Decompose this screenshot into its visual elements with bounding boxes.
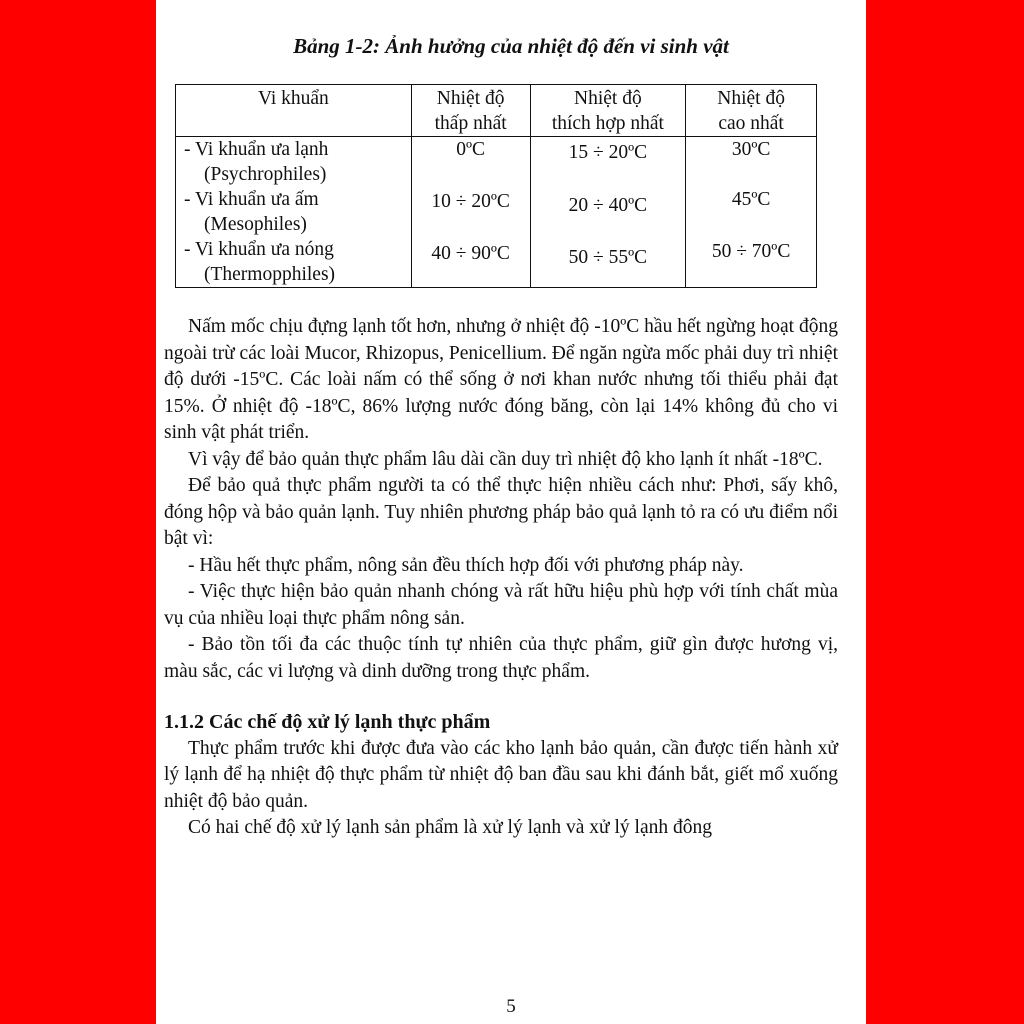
bullet-item: - Bảo tồn tối đa các thuộc tính tự nhiên của thực phẩm, giữ gìn được hương vị, màu sắc, các vi lượng và dinh dưỡng trong thực phẩm. (164, 634, 838, 682)
min-temp-cell: 0ºC (411, 137, 530, 188)
paragraph: Để bảo quả thực phẩm người ta có thể thực hiện nhiều cách như: Phơi, sấy khô, đóng hộp và bảo quản lạnh. Tuy nhiên phương pháp bảo quả lạnh tỏ ra có ưu điểm nổi bật vì: (164, 475, 838, 549)
table-row (176, 137, 817, 188)
max-temp-cell: 30ºC (686, 137, 817, 188)
section-heading: 1.1.2 Các chế độ xử lý lạnh thực phẩm (164, 711, 491, 733)
table-row (176, 237, 817, 288)
header-max-temp: Nhiệt độ cao nhất (686, 85, 817, 137)
paragraph: Vì vậy để bảo quản thực phẩm lâu dài cần duy trì nhiệt độ kho lạnh ít nhất -18ºC. (188, 448, 823, 470)
min-temp-cell: 40 ÷ 90ºC (411, 237, 530, 288)
paragraph: Thực phẩm trước khi được đưa vào các kho lạnh bảo quản, cần được tiến hành xử lý lạnh để hạ nhiệt độ thực phẩm từ nhiệt độ ban đầu sau khi đánh bắt, giết mổ xuống nhiệt độ bảo quản. (164, 737, 838, 812)
bacteria-name: - Vi khuẩn ưa lạnh (Psychrophiles) (176, 137, 412, 188)
header-bacteria: Vi khuẩn (176, 85, 412, 137)
max-temp-cell: 45ºC (686, 187, 817, 237)
paragraph: Nấm mốc chịu đựng lạnh tốt hơn, nhưng ở nhiệt độ -10ºC hầu hết ngừng hoạt động ngoài trừ các loài Mucor, Rhizopus, Penicellium. Để ngăn ngừa mốc phải duy trì nhiệt độ dưới -15ºC. Các loài nấm có thể sống ở nơi khan nước nhưng tối thiểu phải đạt 15%. Ở nhiệt độ -18ºC, 86% lượng nước đóng băng, còn lại 14% không đủ cho vi sinh vật phát triển. (164, 316, 838, 443)
table-header-row (176, 85, 817, 137)
max-temp-cell: 50 ÷ 70ºC (686, 237, 817, 288)
page-number: 5 (506, 996, 516, 1017)
header-opt-temp: Nhiệt độ thích hợp nhất (530, 85, 686, 137)
document-page (156, 0, 866, 1024)
bacteria-name: - Vi khuẩn ưa ấm (Mesophiles) (176, 187, 412, 237)
opt-temp-cell: 20 ÷ 40ºC (530, 187, 686, 237)
bacteria-name: - Vi khuẩn ưa nóng (Thermopphiles) (176, 237, 412, 288)
min-temp-cell: 10 ÷ 20ºC (411, 187, 530, 237)
body-text (164, 314, 838, 842)
opt-temp-cell: 15 ÷ 20ºC (530, 137, 686, 188)
header-min-temp: Nhiệt độ thấp nhất (411, 85, 530, 137)
bullet-item: - Hầu hết thực phẩm, nông sản đều thích hợp đối với phương pháp này. (188, 554, 744, 576)
opt-temp-cell: 50 ÷ 55ºC (530, 237, 686, 288)
table-row (176, 187, 817, 237)
temperature-table (175, 84, 817, 288)
table-caption: Bảng 1-2: Ảnh hưởng của nhiệt độ đến vi sinh vật (293, 34, 729, 58)
bullet-item: - Việc thực hiện bảo quản nhanh chóng và rất hữu hiệu phù hợp với tính chất mùa vụ của nhiều loại thực phẩm nông sản. (164, 581, 838, 629)
paragraph: Có hai chế độ xử lý lạnh sản phẩm là xử lý lạnh và xử lý lạnh đông (188, 817, 712, 838)
